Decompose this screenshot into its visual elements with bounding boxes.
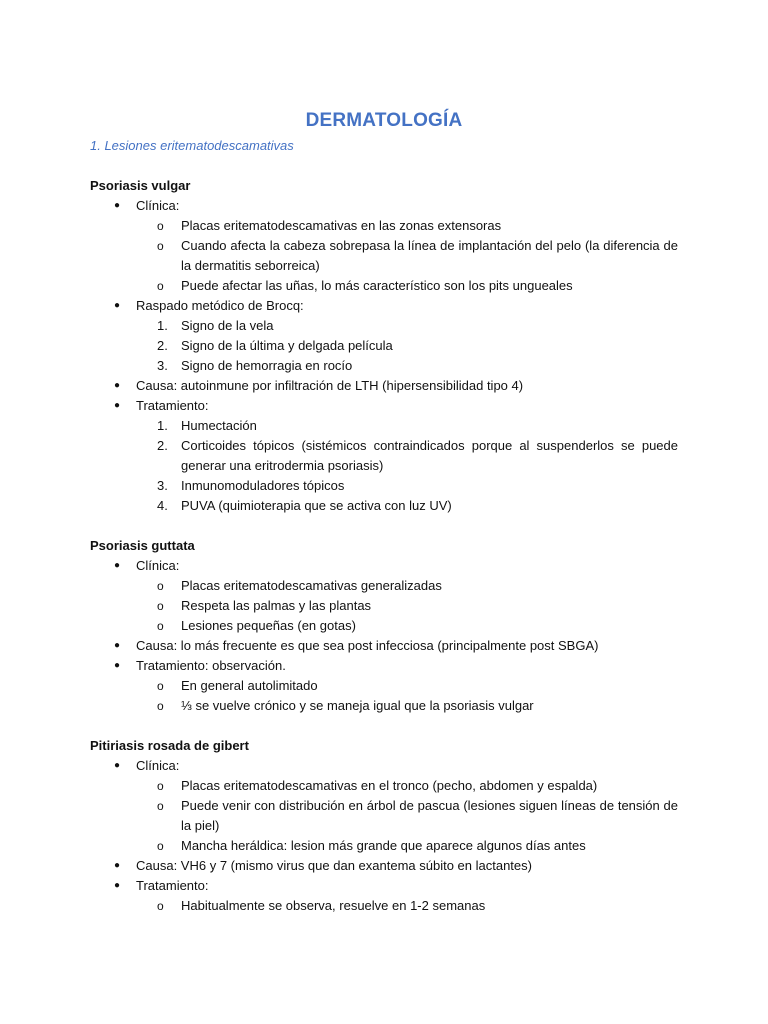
- list-item: Humectación: [181, 418, 257, 433]
- list-item: Tratamiento:: [136, 398, 209, 413]
- list-item: Tratamiento:: [136, 878, 209, 893]
- bullet-icon: ●: [114, 880, 121, 891]
- list-item: Signo de hemorragia en rocío: [181, 358, 353, 373]
- bullet-icon: ●: [114, 660, 121, 671]
- list-item: Signo de la vela: [181, 318, 274, 333]
- list-number: 2.: [157, 338, 168, 353]
- list-item: Habitualmente se observa, resuelve en 1-2 semanas: [181, 898, 486, 913]
- bullet-icon: ●: [114, 560, 121, 571]
- bullet-icon: ●: [114, 400, 121, 411]
- list-item: Clínica:: [136, 758, 180, 773]
- heading-psoriasis-guttata: Psoriasis guttata: [90, 538, 195, 553]
- list-number: 3.: [157, 478, 168, 493]
- sub-bullet-icon: o: [157, 239, 164, 253]
- list-item: Corticoides tópicos (sistémicos contraindicados porque al suspenderlos se puede generar una eritrodermia psoriasis): [181, 438, 678, 473]
- list-number: 2.: [157, 438, 168, 453]
- list-number: 1.: [157, 418, 168, 433]
- list-item: Causa: VH6 y 7 (mismo virus que dan exantema súbito en lactantes): [136, 858, 532, 873]
- sub-bullet-icon: o: [157, 799, 164, 813]
- list-item: ⅓ se vuelve crónico y se maneja igual que la psoriasis vulgar: [181, 698, 534, 713]
- list-item: PUVA (quimioterapia que se activa con luz UV): [181, 498, 452, 513]
- list-item: Causa: autoinmune por infiltración de LTH (hipersensibilidad tipo 4): [136, 378, 524, 393]
- list-item: Clínica:: [136, 198, 180, 213]
- sub-bullet-icon: o: [157, 579, 164, 593]
- list-item: Puede afectar las uñas, lo más característico son los pits ungueales: [181, 278, 573, 293]
- list-item: Inmunomoduladores tópicos: [181, 478, 345, 493]
- list-item: Placas eritematodescamativas generalizadas: [181, 578, 442, 593]
- section-subtitle: 1. Lesiones eritematodescamativas: [90, 138, 294, 153]
- sub-bullet-icon: o: [157, 779, 164, 793]
- bullet-icon: ●: [114, 380, 121, 391]
- list-item: Mancha heráldica: lesion más grande que aparece algunos días antes: [181, 838, 586, 853]
- sub-bullet-icon: o: [157, 839, 164, 853]
- list-item: Placas eritematodescamativas en las zonas extensoras: [181, 218, 502, 233]
- heading-pitiriasis-rosada: Pitiriasis rosada de gibert: [90, 738, 249, 753]
- sub-bullet-icon: o: [157, 219, 164, 233]
- list-item: Tratamiento: observación.: [136, 658, 286, 673]
- list-item: Puede venir con distribución en árbol de pascua (lesiones siguen líneas de tensión de la piel): [181, 798, 678, 833]
- sub-bullet-icon: o: [157, 899, 164, 913]
- page-title: DERMATOLOGÍA: [305, 110, 463, 131]
- list-item: Signo de la última y delgada película: [181, 338, 393, 353]
- list-item: Placas eritematodescamativas en el tronco (pecho, abdomen y espalda): [181, 778, 598, 793]
- list-item: En general autolimitado: [181, 678, 318, 693]
- list-item: Causa: lo más frecuente es que sea post infecciosa (principalmente post SBGA): [136, 638, 599, 653]
- bullet-icon: ●: [114, 860, 121, 871]
- sub-bullet-icon: o: [157, 619, 164, 633]
- sub-bullet-icon: o: [157, 599, 164, 613]
- bullet-icon: ●: [114, 300, 121, 311]
- bullet-icon: ●: [114, 760, 121, 771]
- list-number: 4.: [157, 498, 168, 513]
- heading-psoriasis-vulgar: Psoriasis vulgar: [90, 178, 191, 193]
- list-item: Lesiones pequeñas (en gotas): [181, 618, 356, 633]
- sub-bullet-icon: o: [157, 699, 164, 713]
- list-number: 3.: [157, 358, 168, 373]
- list-number: 1.: [157, 318, 168, 333]
- list-item: Clínica:: [136, 558, 180, 573]
- list-item: Cuando afecta la cabeza sobrepasa la línea de implantación del pelo (la diferencia de la dermatitis seborreica): [181, 238, 678, 273]
- list-item: Respeta las palmas y las plantas: [181, 598, 372, 613]
- bullet-icon: ●: [114, 640, 121, 651]
- list-item: Raspado metódico de Brocq:: [136, 298, 304, 313]
- sub-bullet-icon: o: [157, 279, 164, 293]
- bullet-icon: ●: [114, 200, 121, 211]
- sub-bullet-icon: o: [157, 679, 164, 693]
